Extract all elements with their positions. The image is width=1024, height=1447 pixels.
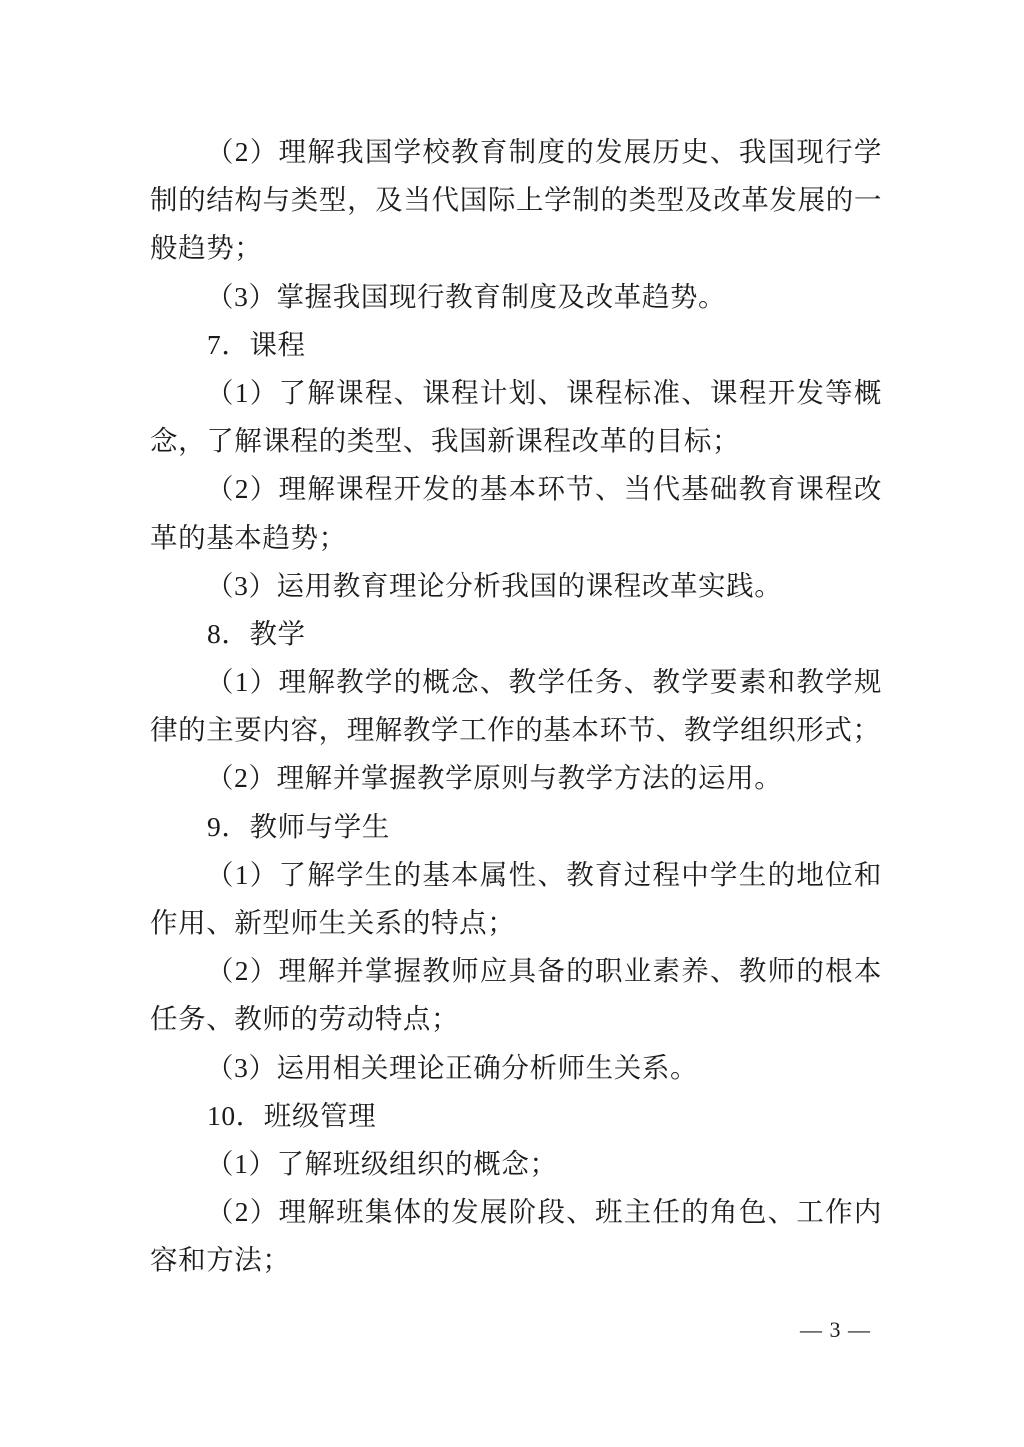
text-line: 革的基本趋势； [150,521,347,553]
text-line: （2）理解班集体的发展阶段、班主任的角色、工作内 [206,1196,882,1228]
text-line: （2）理解我国学校教育制度的发展历史、我国现行学 [206,136,882,167]
section-heading-8: 8．教学 [207,617,306,649]
section-heading-9: 9．教师与学生 [207,810,390,842]
text-line: （2）理解并掌握教师应具备的职业素养、教师的根本 [206,955,882,987]
text-line: 容和方法； [150,1244,291,1276]
text-line: （1）了解班级组织的概念； [206,1147,558,1179]
text-line: （2）理解课程开发的基本环节、当代基础教育课程改 [206,473,882,505]
text-line: 任务、教师的劳动特点； [150,1003,460,1035]
text-line: （3）运用教育理论分析我国的课程改革实践。 [206,569,783,601]
section-heading-7: 7．课程 [207,328,306,360]
text-line: 般趋势； [150,232,263,264]
text-line: （1）理解教学的概念、教学任务、教学要素和教学规 [206,666,882,698]
text-line: （3）掌握我国现行教育制度及改革趋势。 [206,280,727,312]
text-line: （1）了解课程、课程计划、课程标准、课程开发等概 [206,376,882,408]
document-body [150,128,882,1285]
text-line: 念，了解课程的类型、我国新课程改革的目标； [150,425,741,457]
page-number: — 3 — [800,1317,871,1342]
text-line: 制的结构与类型，及当代国际上学制的类型及改革发展的一 [150,184,882,216]
text-line: （1）了解学生的基本属性、教育过程中学生的地位和 [206,858,882,890]
text-line: （3）运用相关理论正确分析师生关系。 [206,1051,699,1083]
text-line: （2）理解并掌握教学原则与教学方法的运用。 [206,762,783,794]
text-line: 律的主要内容，理解教学工作的基本环节、教学组织形式； [150,714,881,746]
text-line: 作用、新型师生关系的特点； [150,907,516,938]
section-heading-10: 10．班级管理 [207,1099,377,1131]
